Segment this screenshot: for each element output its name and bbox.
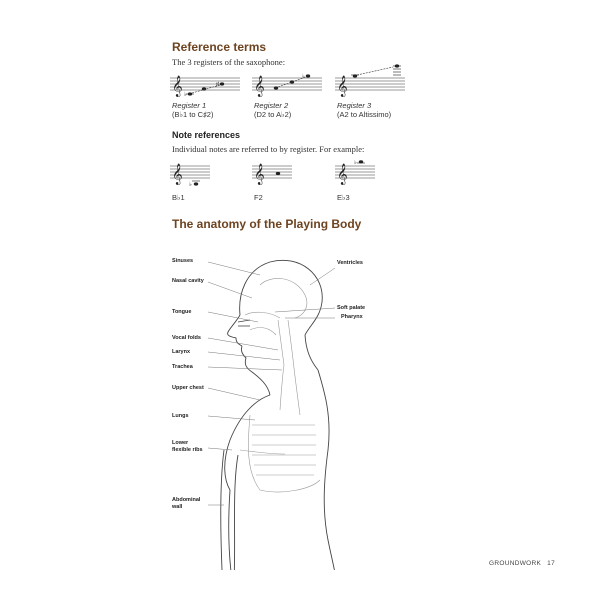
- label-soft-palate: Soft palate: [337, 305, 366, 311]
- registers-intro: The 3 registers of the saxophone:: [172, 57, 286, 67]
- note-example-2-label: F2: [254, 193, 263, 202]
- register-2-staff: [252, 68, 322, 98]
- note-example-3-label: E♭3: [337, 193, 350, 202]
- note-example-1-staff: [170, 160, 210, 190]
- label-abdominal-wall: Abdominal wall: [172, 497, 201, 510]
- svg-text:♭: ♭: [184, 92, 187, 98]
- note-references-intro: Individual notes are referred to by register. For example:: [172, 144, 365, 154]
- note-example-1-label: B♭1: [172, 193, 185, 202]
- svg-text:𝄞: 𝄞: [254, 76, 265, 97]
- reference-terms-heading: Reference terms: [172, 40, 267, 54]
- register-3-name: Register 3: [337, 101, 372, 110]
- svg-text:𝄞: 𝄞: [337, 164, 348, 185]
- label-pharynx: Pharynx: [341, 314, 363, 320]
- svg-text:𝄞: 𝄞: [337, 76, 348, 97]
- register-1-caption: [172, 101, 213, 119]
- footer-section: GROUNDWORK: [489, 560, 542, 567]
- label-lower-flexible-ribs: Lower flexible ribs: [172, 440, 203, 453]
- register-1-name: Register 1: [172, 101, 207, 110]
- register-3-staff: [335, 62, 405, 98]
- svg-text:♯: ♯: [216, 82, 219, 88]
- label-upper-chest: Upper chest: [172, 385, 204, 391]
- register-2-caption: [254, 101, 291, 119]
- register-3-range: (A2 to Altissimo): [337, 110, 392, 119]
- register-1-range: (B♭1 to C♯2): [172, 110, 214, 119]
- svg-text:♭: ♭: [354, 160, 357, 166]
- label-vocal-folds: Vocal folds: [172, 335, 201, 341]
- label-larynx: Larynx: [172, 349, 191, 355]
- label-sinuses: Sinuses: [172, 258, 194, 264]
- svg-text:♭: ♭: [189, 182, 192, 188]
- svg-text:𝄞: 𝄞: [172, 164, 183, 185]
- page-number: 17: [547, 560, 555, 567]
- anatomy-heading: The anatomy of the Playing Body: [172, 217, 362, 231]
- register-3-caption: [337, 101, 391, 119]
- register-1-staff: [170, 68, 240, 98]
- note-example-3-staff: [335, 160, 375, 190]
- svg-text:𝄞: 𝄞: [254, 164, 265, 185]
- register-2-range: (D2 to A♭2): [254, 110, 292, 119]
- label-nasal-cavity: Nasal cavity: [172, 278, 204, 284]
- svg-text:𝄞: 𝄞: [172, 76, 183, 97]
- label-lungs: Lungs: [172, 413, 189, 419]
- svg-text:♭: ♭: [302, 74, 305, 80]
- page-footer: [483, 560, 555, 567]
- label-ventricles: Ventricles: [337, 260, 363, 266]
- register-2-name: Register 2: [254, 101, 289, 110]
- playing-body-diagram: [160, 240, 420, 570]
- label-tongue: Tongue: [172, 309, 192, 315]
- label-trachea: Trachea: [172, 364, 193, 370]
- note-references-heading: Note references: [172, 130, 241, 140]
- note-example-2-staff: [252, 160, 292, 190]
